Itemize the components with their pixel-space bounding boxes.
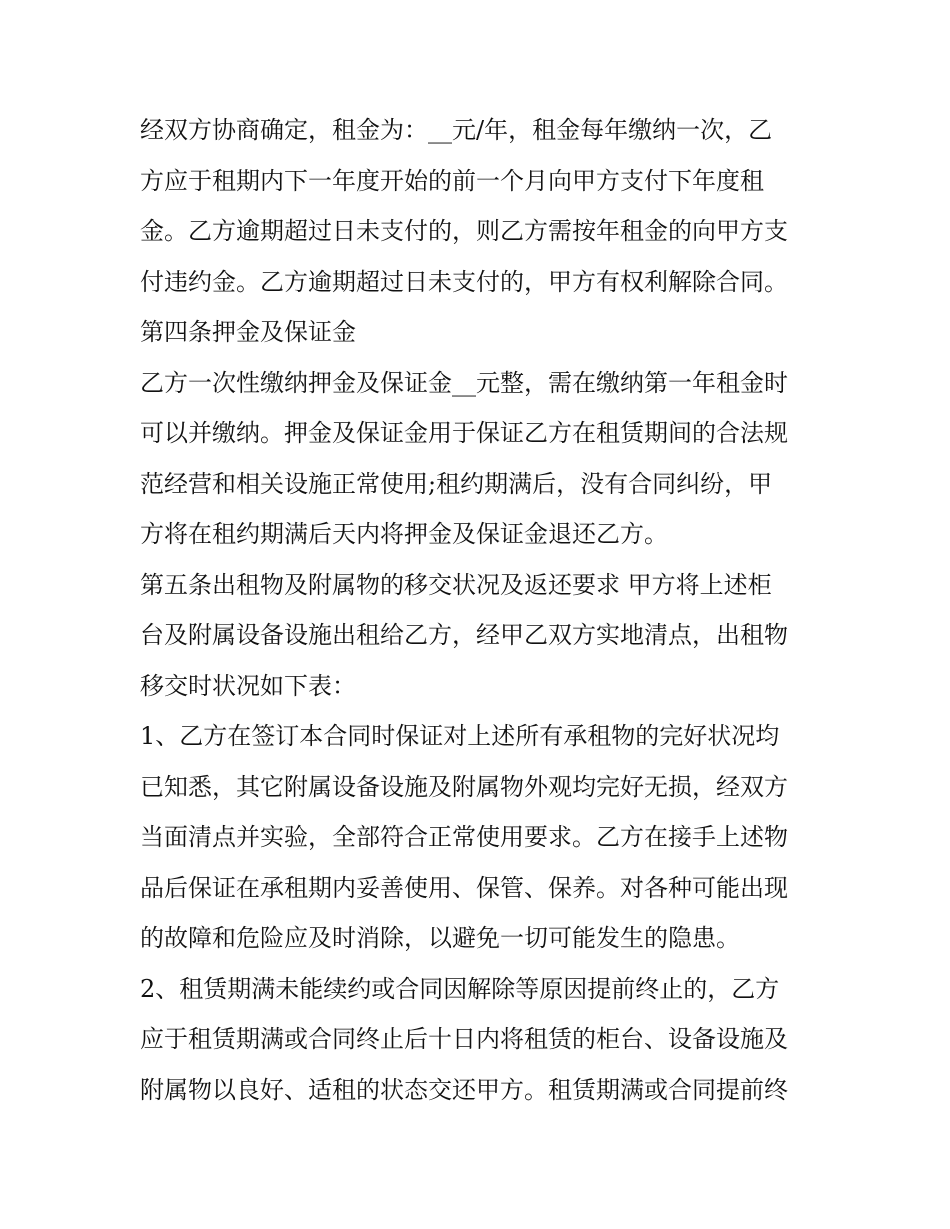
numbered-clause: 2、租赁期满未能续约或合同因解除等原因提前终止的，乙方 xyxy=(140,974,780,1003)
document-line: 方将在租约期满后天内将押金及保证金退还乙方。 xyxy=(140,520,668,548)
document-line: 已知悉，其它附属设备设施及附属物外观均完好无损，经双方 xyxy=(140,772,788,801)
section-heading: 第五条出租物及附属物的移交状况及返还要求 甲方将上述柜 xyxy=(140,570,772,599)
document-line: 应于租赁期满或合同终止后十日内将租赁的柜台、设备设施及 xyxy=(140,1025,788,1053)
document-line: 金。乙方逾期超过日未支付的，则乙方需按年租金的向甲方支 xyxy=(140,217,788,245)
document-line: 付违约金。乙方逾期超过日未支付的，甲方有权利解除合同。 xyxy=(140,267,788,296)
section-heading: 第四条押金及保证金 xyxy=(140,318,356,346)
document-line: 移交时状况如下表： xyxy=(140,671,356,700)
document-line: 范经营和相关设施正常使用;租约期满后，没有合同纠纷，甲 xyxy=(140,469,773,498)
document-line: 当面清点并实验，全部符合正常使用要求。乙方在接手上述物 xyxy=(140,823,788,851)
document-line: 方应于租期内下一年度开始的前一个月向甲方支付下年度租 xyxy=(140,166,764,195)
document-line: 可以并缴纳。押金及保证金用于保证乙方在租赁期间的合法规 xyxy=(140,419,788,447)
numbered-clause: 1、乙方在签订本合同时保证对上述所有承租物的完好状况均 xyxy=(140,722,780,750)
document-line: 附属物以良好、适租的状态交还甲方。租赁期满或合同提前终 xyxy=(140,1075,788,1104)
document-line: 的故障和危险应及时消除，以避免一切可能发生的隐患。 xyxy=(140,924,740,952)
document-body xyxy=(140,105,816,1115)
document-line: 经双方协商确定，租金为：__元/年，租金每年缴纳一次，乙 xyxy=(140,116,773,144)
document-line: 台及附属设备设施出租给乙方，经甲乙双方实地清点，出租物 xyxy=(140,621,788,649)
document-line: 乙方一次性缴纳押金及保证金__元整，需在缴纳第一年租金时 xyxy=(140,368,788,397)
document-line: 品后保证在承租期内妥善使用、保管、保养。对各种可能出现 xyxy=(140,873,788,902)
